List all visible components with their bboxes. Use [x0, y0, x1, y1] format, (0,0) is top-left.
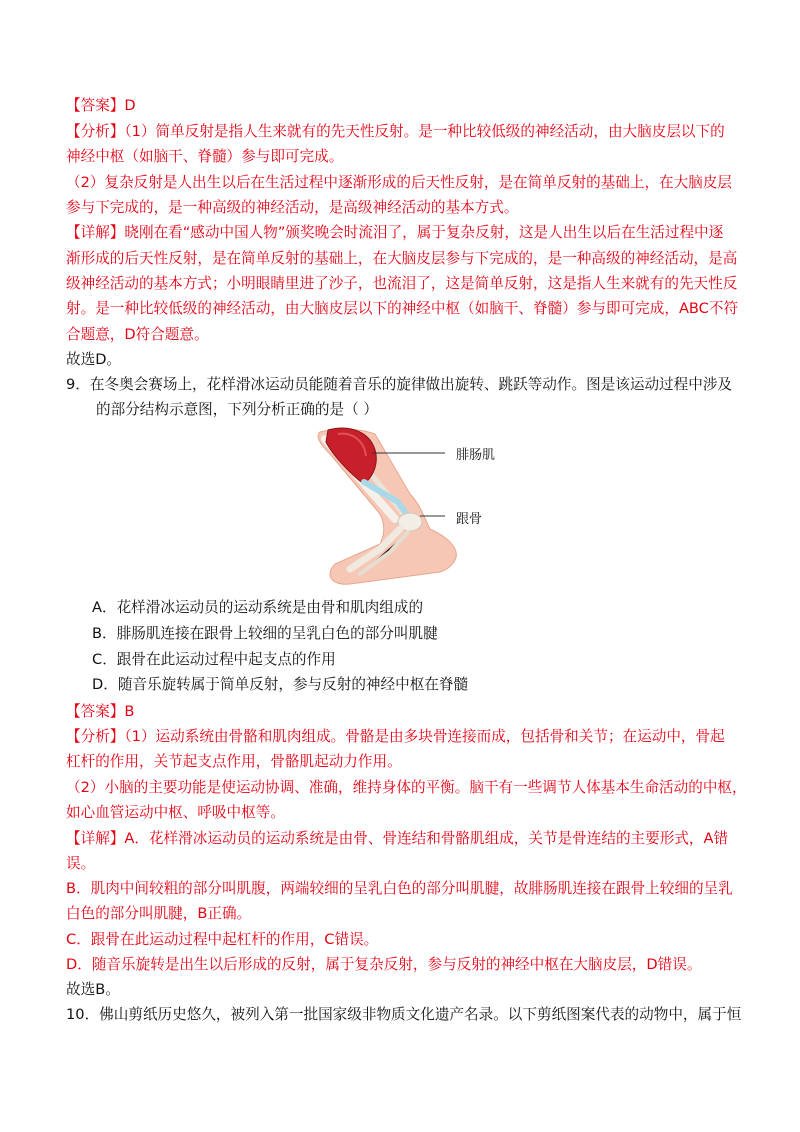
- detail-line: 【详解】晓刚在看“感动中国人物”颁奖晚会时流泪了，属于复杂反射，这是人出生以后在生活过程中逐: [66, 224, 724, 241]
- analysis-line: 【分析】（1）简单反射是指人生来就有的先天性反射。是一种比较低级的神经活动，由大脑皮层以下的: [66, 123, 725, 140]
- leg-illustration: [290, 424, 550, 590]
- detail-line: 【详解】A．花样滑冰运动员的运动系统是由骨、骨连结和骨骼肌组成，关节是骨连结的主要形式，A错: [66, 830, 729, 847]
- option-c: C．跟骨在此运动过程中起支点的作用: [92, 651, 336, 668]
- conclusion: 故选B。: [66, 981, 120, 998]
- detail-line: 射。是一种比较低级的神经活动，由大脑皮层以下的神经中枢（如脑干、脊髓）参与即可完成，ABC不符: [66, 300, 739, 317]
- analysis-line: （2）小脑的主要功能是使运动协调、准确，维持身体的平衡。脑干有一些调节人体基本生命活动的中枢，: [66, 779, 747, 796]
- detail-line: 合题意，D符合题意。: [66, 326, 209, 343]
- detail-line: 白色的部分叫肌腱，B正确。: [66, 905, 252, 922]
- analysis-line: 神经中枢（如脑干、脊髓）参与即可完成。: [66, 148, 344, 165]
- detail-line: 级神经活动的基本方式；小明眼睛里进了沙子，也流泪了，这是简单反射，这是指人生来就有的先天性反: [66, 275, 738, 292]
- detail-line: 渐形成的后天性反射，是在简单反射的基础上，在大脑皮层参与下完成的，是一种高级的神经活动，是高: [66, 250, 738, 267]
- leg-muscle-diagram: [290, 424, 550, 590]
- option-d: D．随音乐旋转属于简单反射，参与反射的神经中枢在脊髓: [92, 676, 469, 693]
- analysis-line: （2）复杂反射是人出生以后在生活过程中逐渐形成的后天性反射，是在简单反射的基础上，在大脑皮层: [66, 174, 733, 191]
- answer-line: 【答案】B: [66, 703, 135, 720]
- detail-line: B．肌肉中间较粗的部分叫肌腹，两端较细的呈乳白色的部分叫肌腱，故腓肠肌连接在跟骨上较细的呈乳: [66, 880, 733, 897]
- question-9-stem: 的部分结构示意图，下列分析正确的是（ ）: [96, 401, 378, 418]
- analysis-line: 杠杆的作用，关节起支点作用，骨骼肌起动力作用。: [66, 753, 402, 770]
- analysis-line: 【分析】（1）运动系统由骨骼和肌肉组成。骨骼是由多块骨连接而成，包括骨和关节；在运动中，骨起: [66, 728, 725, 745]
- conclusion: 故选D。: [66, 351, 122, 368]
- question-10-stem: 10．佛山剪纸历史悠久，被列入第一批国家级非物质文化遗产名录。以下剪纸图案代表的动物中，属于恒: [66, 1006, 742, 1023]
- question-9-stem: 9．在冬奥会赛场上，花样滑冰运动员能随着音乐的旋律做出旋转、跳跃等动作。图是该运动过程中涉及: [66, 376, 733, 393]
- detail-line: D．随音乐旋转是出生以后形成的反射，属于复杂反射，参与反射的神经中枢在大脑皮层，D错误。: [66, 956, 702, 973]
- analysis-line: 参与下完成的，是一种高级的神经活动，是高级神经活动的基本方式。: [66, 199, 519, 216]
- calcaneus-label: 跟骨: [456, 512, 483, 527]
- detail-line: C．跟骨在此运动过程中起杠杆的作用，C错误。: [66, 931, 379, 948]
- option-b: B．腓肠肌连接在跟骨上较细的呈乳白色的部分叫肌腱: [92, 625, 438, 642]
- gastrocnemius-label: 腓肠肌: [456, 448, 496, 463]
- answer-line: 【答案】D: [66, 97, 136, 114]
- analysis-line: 如心血管运动中枢、呼吸中枢等。: [66, 804, 285, 821]
- option-a: A．花样滑冰运动员的运动系统是由骨和肌肉组成的: [92, 599, 424, 616]
- detail-line: 误。: [66, 855, 96, 872]
